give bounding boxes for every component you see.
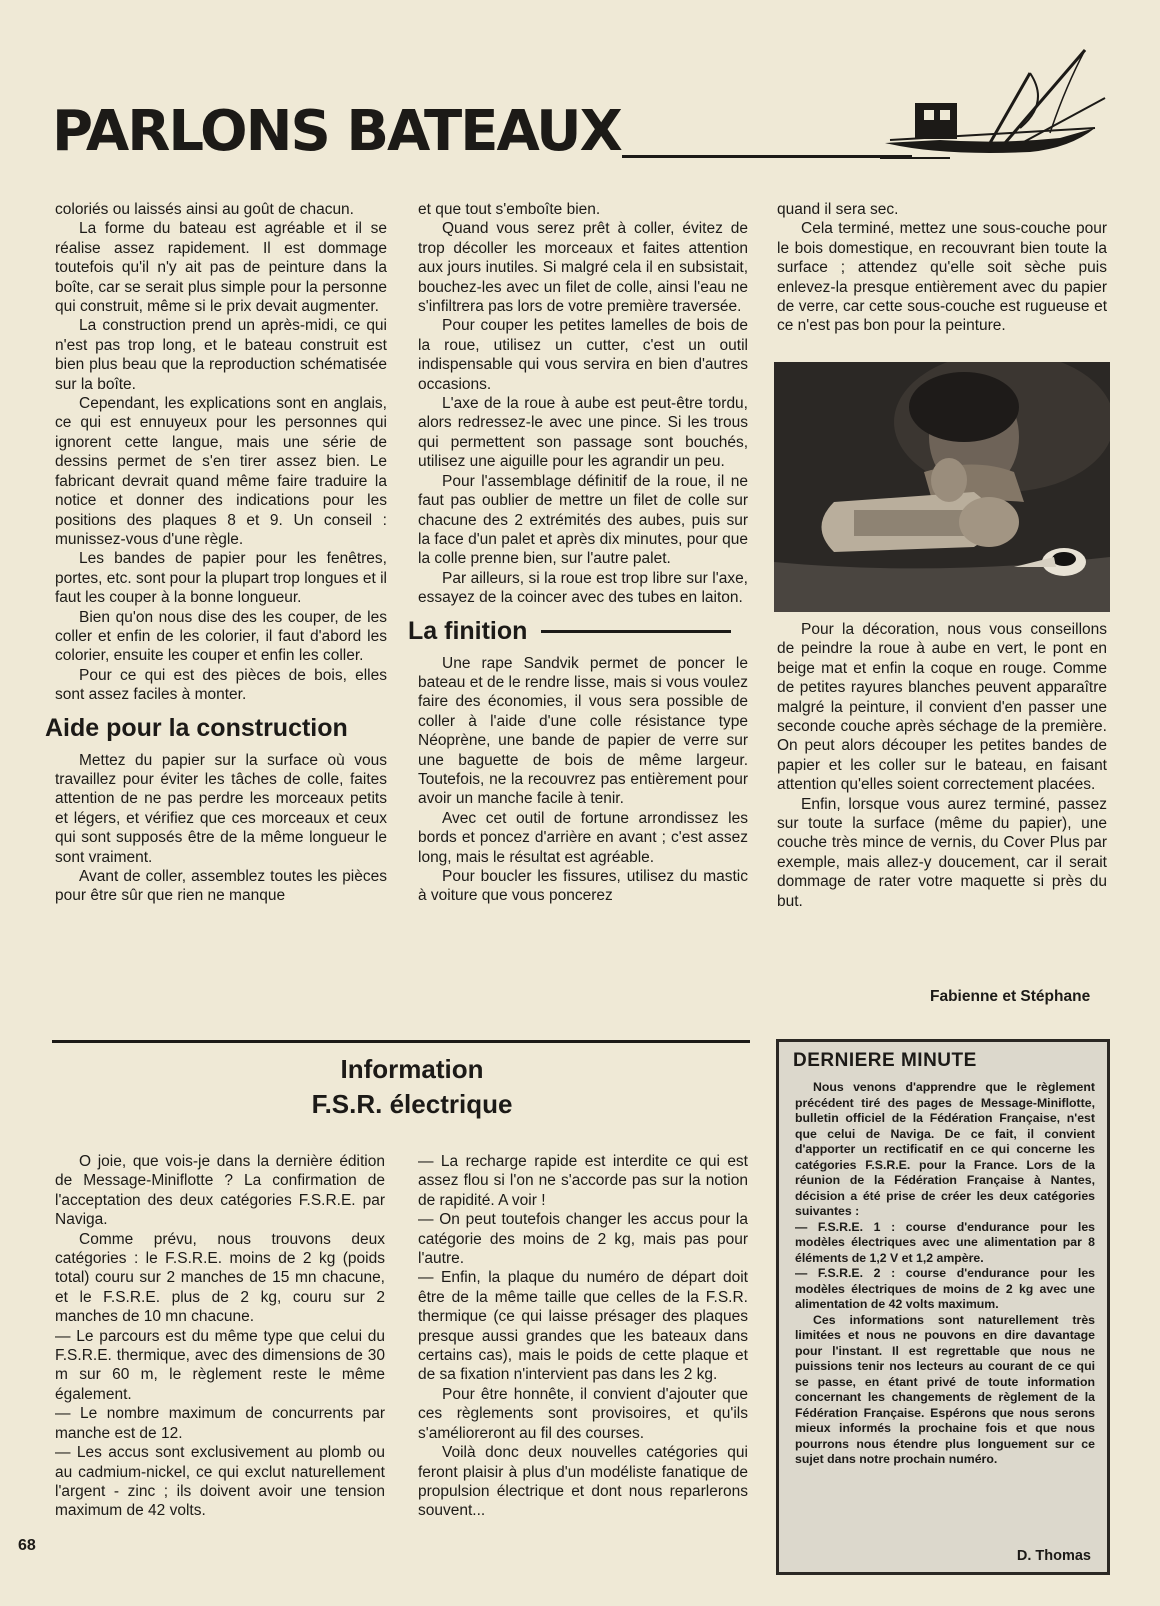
paragraph: Pour être honnête, il convient d'ajouter que ces règlements sont provisoires, et qu'ils s'amélioreront au fil des courses.: [418, 1385, 748, 1442]
paragraph: quand il sera sec.: [777, 201, 899, 218]
paragraph: O joie, que vois-je dans la dernière édition de Message-Miniflotte ? La confirmation de l'acceptation des deux catégories F.S.R.E. par Naviga.: [55, 1153, 385, 1229]
section-divider: [52, 1040, 750, 1043]
paragraph: Cela terminé, mettez une sous-couche pour le bois domestique, en recouvrant bien toute la surface ; attendez qu'elle soit sèche puis enlevez-la presque entièrement avec du papier de verre, car cette sous-couche est rugueuse et ce n'est pas bon pour la peinture.: [777, 220, 1107, 335]
paragraph: Nous venons d'apprendre que le règlement précédent tiré des pages de Message-Miniflotte, bulletin officiel de la Fédération Française, n'est que celui de Naviga. De ce fait, il convient d'apporter un rectificatif en ce qui concerne les catégories F.S.R.E. pour la France. Lors de la réunion de la Fédération Française à Nantes, décision a été prise de créer les deux catégories suivantes :: [795, 1080, 1095, 1218]
info-title-line-1: Information: [340, 1054, 484, 1084]
paragraph: coloriés ou laissés ainsi au goût de chacun.: [55, 201, 354, 218]
paragraph: Pour l'assemblage définitif de la roue, il ne faut pas oublier de mettre un filet de colle sur chacune des 2 extrémités des aubes, puis sur la face d'un palet et après dix minutes, pour que la colle prenne bien, sur l'autre palet.: [418, 472, 748, 568]
paragraph: Mettez du papier sur la surface où vous travaillez pour éviter les tâches de colle, faites attention de ne pas perdre les morceaux petits et légers, et vérifiez que ces morceaux et ceux qui sont supposés être de la même longueur le sont vraiment.: [55, 751, 387, 866]
paragraph: La forme du bateau est agréable et il se réalise assez rapidement. Il est dommage toutefois qu'il n'y ait pas de peinture dans la boîte, car se serait plus simple pour la personne qui construit, même si le prix devait augmenter.: [55, 220, 387, 316]
paragraph: — On peut toutefois changer les accus pour la catégorie des moins de 2 kg, mais pas pour l'autre.: [418, 1211, 748, 1268]
paragraph: — Le parcours est du même type que celui du F.S.R.E. thermique, avec des dimensions de 30 m sur 60 m, le règlement reste le même également.: [55, 1327, 385, 1403]
boat-illustration: [880, 48, 1110, 178]
paragraph: Cependant, les explications sont en anglais, ce qui est ennuyeux pour les personnes qui ignorent cette langue, mais une série de dessins permet de s'en tirer assez bien. Le fabricant devrait quand même faire traduire la notice et donner des indications pour les positions des plaques 8 et 9. Un conseil : munissez-vous d'une règle.: [55, 395, 387, 548]
section-heading-text: La finition: [408, 616, 528, 645]
author-signature: Fabienne et Stéphane: [930, 988, 1091, 1005]
title-rule: [622, 155, 912, 158]
paragraph: Pour couper les petites lamelles de bois de la roue, utilisez un cutter, c'est un outil indispensable qui vous servira en bien d'autres occasions.: [418, 317, 748, 393]
paragraph: Une rape Sandvik permet de poncer le bateau et de le rendre lisse, mais si vous voulez faire des économies, il vous sera possible de coller à l'aide d'une colle résistance type Néoprène, une bande de papier de verre sur une baguette de bois de même largeur. Toutefois, ne la recouvrez pas entièrement pour avoir un manche facile à tenir.: [418, 654, 748, 808]
heading-rule: [541, 630, 731, 633]
box-signature: D. Thomas: [1016, 1548, 1091, 1564]
paragraph: Ces informations sont naturellement très limitées et nous ne pouvons en dire davantage pour l'instant. Il est regrettable que nous ne puissions tenir nos lecteurs au courant de ce qui se passe, en étant privé de toute information concernant les changements de règlement de la Fédération Française. Espérons que nous serons mieux informés la prochaine fois et que nous pourrons nous étendre plus longuement sur ce sujet dans notre prochain numéro.: [795, 1312, 1095, 1466]
paragraph: Avant de coller, assemblez toutes les pièces pour être sûr que rien ne manque: [55, 868, 387, 905]
paragraph: et que tout s'emboîte bien.: [418, 201, 601, 218]
paragraph: Bien qu'on nous dise des les couper, de les coller et enfin de les colorier, il faut d'abord les colorier, ensuite les couper et enfin les coller.: [55, 608, 387, 665]
page-title: PARLONS BATEAUX: [52, 99, 621, 164]
paragraph: — Les accus sont exclusivement au plomb ou au cadmium-nickel, ce qui exclut naturellement l'argent - zinc ; ils doivent avoir une tension maximum de 42 volts.: [55, 1444, 385, 1520]
info-column-1: [55, 1152, 385, 1521]
derniere-minute-box: [776, 1039, 1110, 1575]
paragraph: Avec cet outil de fortune arrondissez les bords et poncez d'arrière en avant ; c'est assez long, mais le résultat est agréable.: [418, 809, 748, 866]
paragraph: — F.S.R.E. 1 : course d'endurance pour les modèles électriques avec une alimentation par 8 éléments de 1,2 V et 1,2 ampère.: [795, 1219, 1095, 1265]
article-column-2: [408, 200, 748, 906]
section-heading: [408, 616, 748, 646]
article-column-1: [45, 200, 387, 906]
paragraph: Les bandes de papier pour les fenêtres, portes, etc. sont pour la plupart trop longues et il faut les couper à la bonne longueur.: [55, 550, 387, 607]
paragraph: — Enfin, la plaque du numéro de départ doit être de la même taille que celles de la F.S.R. thermique (ce qui laisse présager des plaques presque aussi grandes que les bateaux dans certains cas), mais le poids de cette plaque et de sa fixation n'intervient pas dans les 2 kg.: [418, 1269, 748, 1384]
paragraph: Pour ce qui est des pièces de bois, elles sont assez faciles à monter.: [55, 666, 387, 704]
page-number: 68: [18, 1537, 36, 1554]
box-title: DERNIERE MINUTE: [793, 1050, 977, 1071]
paragraph: — Le nombre maximum de concurrents par manche est de 12.: [55, 1405, 385, 1442]
info-title: [52, 1052, 772, 1122]
section-heading: Aide pour la construction: [45, 713, 348, 742]
article-column-3-bottom: [777, 620, 1107, 911]
paragraph: Pour boucler les fissures, utilisez du mastic à voiture que vous poncerez: [418, 868, 748, 905]
info-column-2: [418, 1152, 748, 1521]
paragraph: Par ailleurs, si la roue est trop libre sur l'axe, essayez de la coincer avec des tubes en laiton.: [418, 569, 748, 607]
paragraph: La construction prend un après-midi, ce qui n'est pas trop long, et le bateau construit est bien plus beau que la reproduction schématisée sur la boîte.: [55, 317, 387, 393]
article-column-3-top: [777, 200, 1107, 336]
paragraph: Quand vous serez prêt à coller, évitez de trop décoller les morceaux et faites attention aux jours inutiles. Si malgré cela il en subsistait, bouchez-les avec un filet de colle, ainsi l'eau ne s'infiltrera pas lors de votre première traversée.: [418, 220, 748, 316]
paragraph: — La recharge rapide est interdite ce qui est assez flou si l'on ne s'accorde pas sur la notion de rapidité. A voir !: [418, 1153, 748, 1209]
paragraph: — F.S.R.E. 2 : course d'endurance pour les modèles électriques de moins de 2 kg avec une alimentation de 42 volts maximum.: [795, 1266, 1095, 1311]
model-builder-photo: [774, 362, 1110, 612]
box-body: [795, 1080, 1095, 1468]
paragraph: Comme prévu, nous trouvons deux catégories : le F.S.R.E. moins de 2 kg (poids total) couru sur 2 manches de 15 mn chacune, et le F.S.R.E. plus de 2 kg, couru sur 2 manches de 10 mn chacune.: [55, 1230, 385, 1326]
paragraph: Voilà donc deux nouvelles catégories qui feront plaisir à plus d'un modéliste fanatique de propulsion électrique et dont nous reparlerons souvent...: [418, 1444, 748, 1520]
info-title-line-2: F.S.R. électrique: [311, 1089, 513, 1119]
paragraph: Enfin, lorsque vous aurez terminé, passez sur toute la surface (même du papier), une couche très mince de vernis, du Cover Plus par exemple, mais allez-y doucement, car il serait dommage de rater votre maquette si près du but.: [777, 795, 1107, 910]
paragraph: L'axe de la roue à aube est peut-être tordu, alors redressez-le avec une pince. Si les trous qui permettent son passage sont bouchés, utilisez une aiguille pour les agrandir un peu.: [418, 395, 748, 471]
paragraph: Pour la décoration, nous vous conseillons de peindre la roue à aube en vert, le pont en beige mat et enfin la coque en rouge. Comme de petites rayures blanches peuvent apparaître malgré la peinture, il convient d'en passer une seconde couche après séchage de la première. On peut alors découper les petites bandes de papier et les coller sur le bateau, en faisant attention qu'elles soient correctement placées.: [777, 621, 1107, 794]
